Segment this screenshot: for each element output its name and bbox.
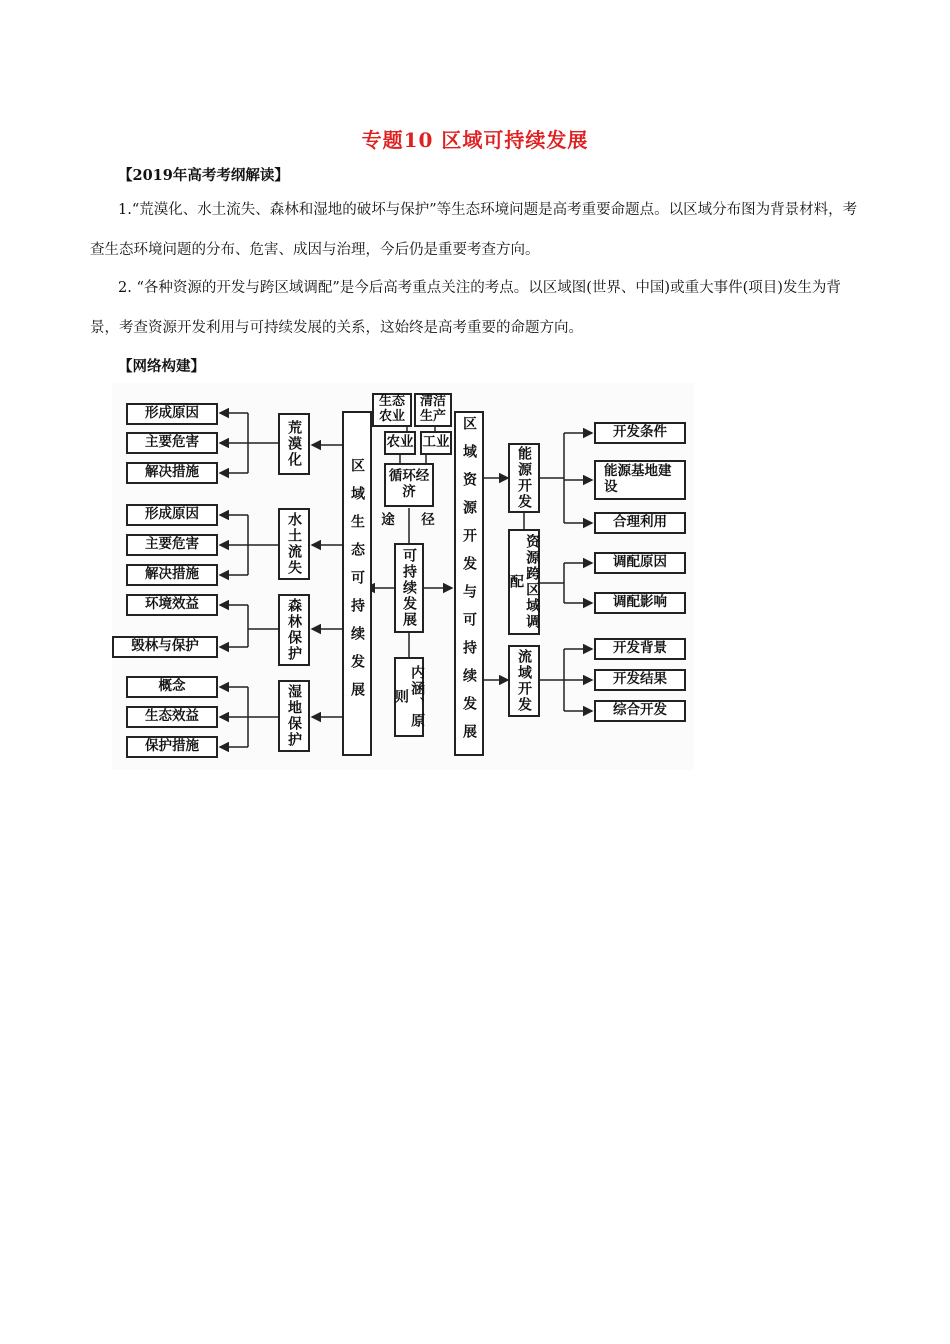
- regional-resource-main-box: 区域资源开发与可持续发展: [454, 411, 484, 756]
- eco-agriculture-box: 生态农业: [372, 393, 412, 427]
- resource-transfer-box: 资源跨区域调配: [508, 529, 540, 635]
- transfer-impact-box: 调配影响: [594, 592, 686, 614]
- connotation-principles-box: 内涵、原则: [394, 657, 424, 737]
- desertification-box: 荒漠化: [278, 413, 310, 475]
- section-heading-network: 【网络构建】: [118, 358, 205, 375]
- forest-benefit-box: 环境效益: [126, 594, 218, 616]
- dev-result-box: 开发结果: [594, 669, 686, 691]
- transfer-reason-box: 调配原因: [594, 552, 686, 574]
- syllabus-paragraphs: [90, 190, 865, 348]
- desert-harm-box: 主要危害: [126, 432, 218, 454]
- dev-background-box: 开发背景: [594, 638, 686, 660]
- concept-diagram: [112, 383, 694, 770]
- rational-use-box: 合理利用: [594, 512, 686, 534]
- route-label-b: 径: [421, 512, 435, 528]
- wetland-benefit-box: 生态效益: [126, 706, 218, 728]
- forest-protection-box: 毁林与保护: [112, 636, 218, 658]
- wetland-protection-topic-box: 湿地保护: [278, 680, 310, 752]
- syllabus-point-2: 2. “各种资源的开发与跨区域调配”是今后高考重点关注的考点。以区域图(世界、中国)或重大事件(项目)发生为背景，考查资源开发利用与可持续发展的关系，这始终是高考重要的命题方向。: [90, 280, 841, 336]
- soil-erosion-box: 水土流失: [278, 508, 310, 580]
- soil-cause-box: 形成原因: [126, 504, 218, 526]
- basin-development-box: 流域开发: [508, 645, 540, 717]
- wetland-concept-box: 概念: [126, 676, 218, 698]
- soil-measure-box: 解决措施: [126, 564, 218, 586]
- clean-production-box: 清洁生产: [414, 393, 452, 427]
- energy-base-box: 能源基地建设: [594, 460, 686, 500]
- section-heading-syllabus: 【2019年高考考纲解读】: [118, 167, 289, 184]
- wetland-measure-box: 保护措施: [126, 736, 218, 758]
- circular-economy-box: 循环经济: [384, 463, 434, 507]
- energy-development-box: 能源开发: [508, 443, 540, 513]
- forest-protection-topic-box: 森林保护: [278, 594, 310, 666]
- syllabus-point-1: 1.“荒漠化、水土流失、森林和湿地的破坏与保护”等生态环境问题是高考重要命题点。以区域分布图为背景材料，考查生态环境问题的分布、危害、成因与治理，今后仍是重要考查方向。: [90, 202, 858, 258]
- dev-conditions-box: 开发条件: [594, 422, 686, 444]
- agriculture-box: 农业: [384, 431, 416, 455]
- sustainable-development-box: 可持续发展: [394, 543, 424, 633]
- page-title: 专题10 区域可持续发展: [361, 128, 589, 152]
- comprehensive-dev-box: 综合开发: [594, 700, 686, 722]
- soil-harm-box: 主要危害: [126, 534, 218, 556]
- regional-ecology-main-box: 区域生态可持续发展: [342, 411, 372, 756]
- route-label-a: 途: [381, 512, 395, 528]
- industry-box: 工业: [420, 431, 452, 455]
- desert-measure-box: 解决措施: [126, 462, 218, 484]
- desert-cause-box: 形成原因: [126, 403, 218, 425]
